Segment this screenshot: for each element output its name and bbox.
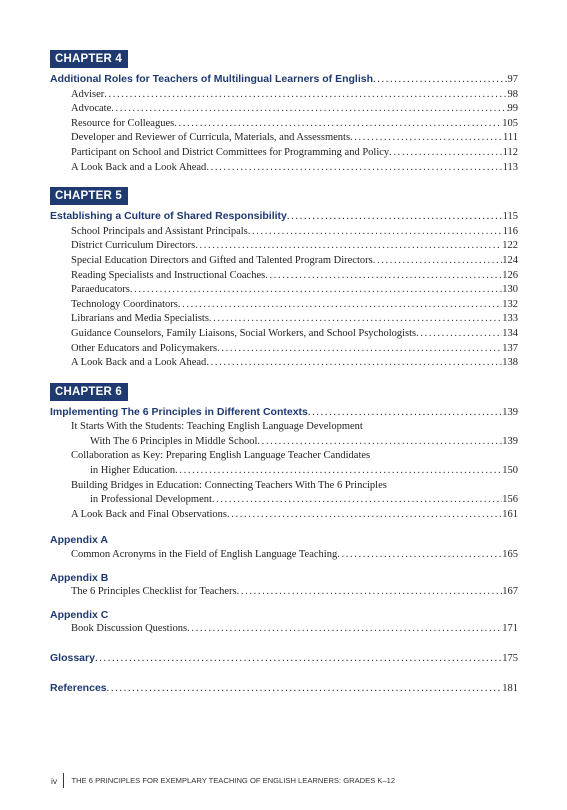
chapter-badge: CHAPTER 6: [50, 383, 128, 401]
footer-divider: [63, 773, 64, 788]
dot-leader: [373, 254, 503, 269]
dot-leader: [389, 146, 502, 161]
dot-leader: [227, 508, 502, 523]
dot-leader: [265, 269, 502, 284]
dot-leader: [237, 585, 503, 600]
dot-leader: [287, 209, 503, 225]
toc-entry[interactable]: Special Education Directors and Gifted and Talented Program Directors . . . 124: [50, 254, 518, 269]
toc-entry[interactable]: Reading Specialists and Instructional Coaches . . . 126: [50, 269, 518, 284]
toc-entry[interactable]: A Look Back and a Look Ahead . . . 113: [50, 161, 518, 176]
chapter-badge: CHAPTER 5: [50, 187, 128, 205]
dot-leader: [217, 342, 502, 357]
chapter-5-section: [50, 186, 518, 371]
toc-entry[interactable]: Adviser . . . 98: [50, 88, 518, 103]
dot-leader: [175, 464, 502, 479]
dot-leader: [195, 239, 502, 254]
page-number: iv: [51, 775, 58, 786]
dot-leader: [373, 72, 507, 88]
toc-entry[interactable]: Common Acronyms in the Field of English Language Teaching . . . 165: [50, 548, 518, 563]
references-section: [50, 681, 518, 697]
appendix-title[interactable]: Appendix B: [50, 571, 109, 584]
dot-leader: [206, 161, 502, 176]
dot-leader: [206, 356, 502, 371]
toc-entry[interactable]: Paraeducators . . . 130: [50, 283, 518, 298]
dot-leader: [350, 131, 503, 146]
toc-chapter-title[interactable]: Implementing The 6 Principles in Different Contexts . . . 139: [50, 405, 518, 421]
toc-entry[interactable]: District Curriculum Directors . . . 122: [50, 239, 518, 254]
appendix-c: [50, 608, 518, 637]
toc-glossary[interactable]: Glossary . . . 175: [50, 651, 518, 667]
appendix-title[interactable]: Appendix C: [50, 608, 109, 621]
dot-leader: [212, 493, 502, 508]
dot-leader: [337, 548, 502, 563]
toc-entry[interactable]: Other Educators and Policymakers . . . 137: [50, 342, 518, 357]
dot-leader: [107, 681, 503, 697]
toc-entry[interactable]: Librarians and Media Specialists . . . 133: [50, 312, 518, 327]
chapter-badge: CHAPTER 4: [50, 50, 128, 68]
table-of-contents: [50, 49, 518, 696]
toc-entry[interactable]: A Look Back and Final Observations . . . 161: [50, 508, 518, 523]
dot-leader: [104, 88, 507, 103]
toc-entry[interactable]: School Principals and Assistant Principals . . . 116: [50, 225, 518, 240]
running-title: THE 6 PRINCIPLES FOR EXEMPLARY TEACHING OF ENGLISH LEARNERS: GRADES K–12: [71, 776, 396, 785]
toc-entry[interactable]: Developer and Reviewer of Curricula, Materials, and Assessments . . . 111: [50, 131, 518, 146]
dot-leader: [95, 651, 502, 667]
toc-chapter-title[interactable]: Establishing a Culture of Shared Responsibility . . . 115: [50, 209, 518, 225]
toc-entry[interactable]: A Look Back and a Look Ahead . . . 138: [50, 356, 518, 371]
toc-entry[interactable]: Book Discussion Questions . . . 171: [50, 622, 518, 637]
toc-entry[interactable]: It Starts With the Students: Teaching English Language Development With The 6 Principles in Middle School . . . 139: [50, 420, 518, 449]
toc-entry[interactable]: Participant on School and District Committees for Programming and Policy . . . 112: [50, 146, 518, 161]
chapter-4-section: [50, 49, 518, 175]
toc-entry[interactable]: Advocate . . . 99: [50, 102, 518, 117]
dot-leader: [130, 283, 502, 298]
toc-chapter-title[interactable]: Additional Roles for Teachers of Multilingual Learners of English . . . 97: [50, 72, 518, 88]
toc-entry[interactable]: The 6 Principles Checklist for Teachers . . . 167: [50, 585, 518, 600]
glossary-section: [50, 651, 518, 667]
dot-leader: [308, 405, 502, 421]
dot-leader: [178, 298, 502, 313]
toc-entry[interactable]: Collaboration as Key: Preparing English Language Teacher Candidates in Higher Education . . . 150: [50, 449, 518, 478]
dot-leader: [248, 225, 503, 240]
toc-entry[interactable]: Resource for Colleagues . . . 105: [50, 117, 518, 132]
dot-leader: [257, 435, 502, 450]
dot-leader: [187, 622, 502, 637]
chapter-6-section: [50, 382, 518, 523]
appendix-b: [50, 571, 518, 600]
appendix-a: [50, 533, 518, 562]
appendix-title[interactable]: Appendix A: [50, 534, 108, 547]
dot-leader: [174, 117, 502, 132]
toc-entry[interactable]: Building Bridges in Education: Connecting Teachers With The 6 Principles in Professional Development . . . 156: [50, 479, 518, 508]
toc-entry[interactable]: Technology Coordinators . . . 132: [50, 298, 518, 313]
dot-leader: [111, 102, 507, 117]
toc-entry[interactable]: Guidance Counselors, Family Liaisons, Social Workers, and School Psychologists . . . 134: [50, 327, 518, 342]
toc-references[interactable]: References . . . 181: [50, 681, 518, 697]
page-footer: [51, 773, 395, 788]
dot-leader: [416, 327, 502, 342]
dot-leader: [209, 312, 502, 327]
